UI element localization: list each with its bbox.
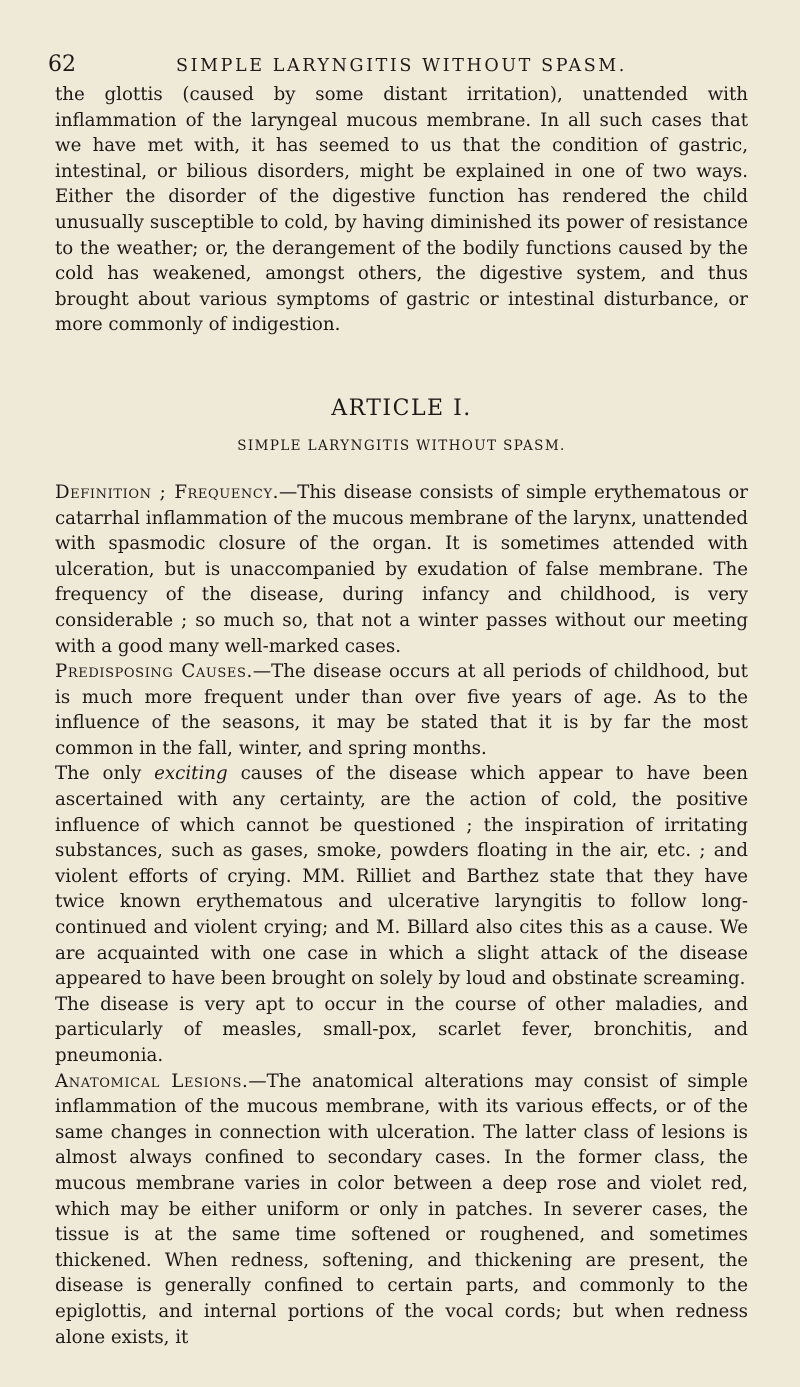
anatomical-paragraph — [55, 1069, 748, 1351]
article-title: ARTICLE I. — [331, 395, 472, 421]
page-number: 62 — [48, 52, 76, 77]
anatomical-text: —The anatomical alterations may consist of simple inflammation of the mucous membrane, with its various effects, or of the same changes in connection with ulceration. The latter class of lesions is almost always confined to secondary cases. In the former class, the mucous membrane varies in color between a deep rose and violet red, which may be either uniform or only in patches. In severer cases, the tissue is at the same time softened or roughened, and sometimes thickened. When redness, softening, and thickening are present, the disease is generally confined to certain parts, and commonly to the epiglottis, and internal portions of the vocal cords; but when redness alone exists, it — [55, 1070, 748, 1348]
running-title: SIMPLE LARYNGITIS WITHOUT SPASM. — [176, 56, 627, 76]
predisposing-paragraph — [55, 659, 748, 761]
predisposing-heading: Predisposing Causes. — [55, 661, 253, 683]
running-head — [48, 48, 748, 82]
intro-paragraph: the glottis (caused by some distant irritation), unattended with inflammation of the laryngeal mucous membrane. In all such cases that we have met with, it has seemed to us that the condition of gastric, intestinal, or bilious disorders, might be explained in one of two ways. Either the disorder of the digestive function has rendered the child unusually susceptible to cold, by having diminished its power of resistance to the weather; or, the derangement of the bodily functions caused by the cold has weakened, amongst others, the digestive system, and thus brought about various symptoms of gastric or intestinal disturbance, or more commonly of indigestion. — [55, 84, 748, 336]
exciting-text-pre: The only — [55, 763, 155, 785]
exciting-paragraph — [55, 761, 748, 991]
exciting-text-post: causes of the disease which appear to have been ascertained with any certainty, are the action of cold, the positive influence of which cannot be questioned ; the inspiration of irritating substances, such as gases, smoke, powders floating in the air, etc. ; and violent efforts of crying. MM. Rilliet and Barthez state that they have twice known erythematous and ulcerative laryngitis to follow long-continued and violent crying; and M. Billard also cites this as a cause. We are acquainted with one case in which a slight attack of the disease appeared to have been brought on solely by loud and obstinate screaming. — [55, 763, 748, 990]
definition-heading: Definition ; Frequency. — [55, 481, 280, 503]
article-subtitle: SIMPLE LARYNGITIS WITHOUT SPASM. — [237, 437, 566, 454]
definition-paragraph — [55, 480, 748, 659]
exciting-emphasis: exciting — [154, 763, 228, 785]
predisposing-text: —The disease occurs at all periods of childhood, but is much more frequent under than over five years of age. As to the influence of the seasons, it may be stated that it is by far the most common in the fall, winter, and spring months. — [55, 661, 748, 759]
maladies-paragraph: The disease is very apt to occur in the course of other maladies, and particularly of measles, small-pox, scarlet fever, bronchitis, and pneumonia. — [55, 993, 748, 1066]
anatomical-heading: Anatomical Lesions. — [55, 1070, 249, 1092]
definition-text: —This disease consists of simple erythematous or catarrhal inflammation of the mucous membrane of the larynx, unattended with spasmodic closure of the organ. It is sometimes attended with ulceration, but is unaccompanied by exudation of false membrane. The frequency of the disease, during infancy and childhood, is very considerable ; so much so, that not a winter passes without our meeting with a good many well-marked cases. — [55, 481, 748, 657]
